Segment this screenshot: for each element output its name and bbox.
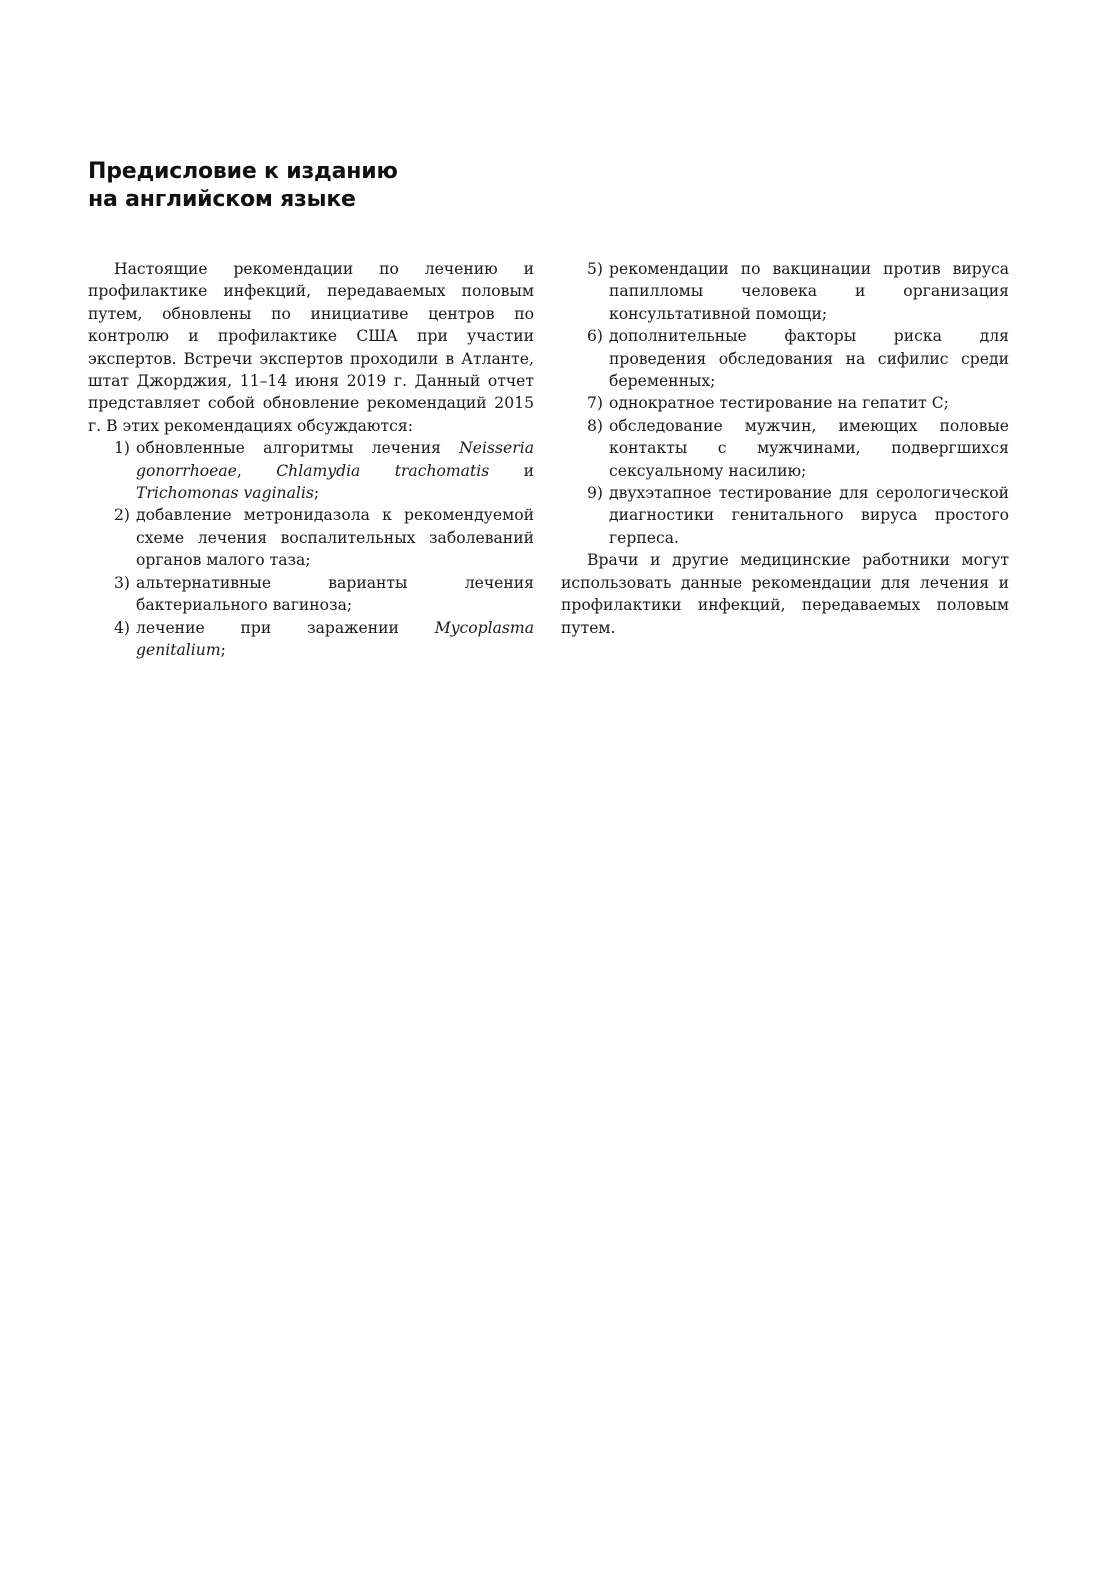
text-run: и xyxy=(489,461,535,480)
text-run: альтернативные варианты лечения бактериального вагиноза; xyxy=(136,573,534,615)
italic-term: Trichomonas vaginalis xyxy=(136,484,314,503)
recommendations-list-part-1 xyxy=(88,437,534,661)
italic-term: Chlamydia trachomatis xyxy=(276,461,490,480)
text-run: , xyxy=(236,461,277,480)
list-item-text xyxy=(609,482,1009,549)
list-item xyxy=(88,437,534,504)
list-item xyxy=(561,415,1009,482)
heading-line-1: Предисловие к изданию xyxy=(88,159,398,184)
list-item-number: 2) xyxy=(113,506,130,525)
list-item-number: 5) xyxy=(586,260,603,278)
list-item-number: 1) xyxy=(113,439,130,458)
text-run: двухэтапное тестирование для серологической диагностики генитального вируса простого герпеса. xyxy=(609,484,1009,547)
text-run: обследование мужчин, имеющих половые контакты с мужчинами, подвергшихся сексуальному насилию; xyxy=(609,416,1009,480)
heading-line-2: на английском языке xyxy=(88,187,356,212)
left-column xyxy=(88,258,534,661)
list-item-number: 6) xyxy=(586,327,603,346)
text-run: лечение при заражении xyxy=(136,618,435,637)
right-column xyxy=(561,258,1009,639)
list-item-number: 8) xyxy=(586,416,603,435)
list-item xyxy=(561,482,1009,549)
list-item-text xyxy=(609,325,1009,392)
list-item-number: 9) xyxy=(586,484,603,503)
list-item xyxy=(88,504,534,571)
text-run: рекомендации по вакцинации против вируса папилломы человека и организация консультативной помощи; xyxy=(609,260,1009,323)
list-item xyxy=(561,392,1009,414)
list-item-text xyxy=(609,392,1009,414)
list-item-text xyxy=(609,415,1009,482)
list-item-text xyxy=(136,617,534,662)
recommendations-list-part-2 xyxy=(561,258,1009,549)
closing-paragraph: Врачи и другие медицинские работники могут использовать данные рекомендации для лечения и профилактики инфекций, передаваемых половым путем. xyxy=(561,551,1009,637)
list-item-text xyxy=(136,572,534,617)
list-item xyxy=(88,617,534,662)
list-item-number: 3) xyxy=(113,573,130,592)
text-run: ; xyxy=(220,640,226,659)
italic-term: Mycoplasma genitalium xyxy=(136,618,534,659)
text-run: обновленные алгоритмы лечения xyxy=(136,439,460,458)
list-item-text xyxy=(609,258,1009,325)
list-item-text xyxy=(136,504,534,571)
section-heading xyxy=(88,158,398,214)
text-run: добавление метронидазола к рекомендуемой схеме лечения воспалительных заболеваний органов малого таза; xyxy=(136,506,534,570)
list-item-number: 7) xyxy=(586,394,603,413)
intro-paragraph: Настоящие рекомендации по лечению и профилактике инфекций, передаваемых половым путем, обновлены по инициативе центров по контролю и профилактике США при участии экспертов. Встречи экспертов проходили в Атланте, штат Джорджия, 11–14 июня 2019 г. Данный отчет представляет собой обновление рекомендаций 2015 г. В этих рекомендациях обсуждаются: xyxy=(88,260,534,435)
list-item xyxy=(561,258,1009,325)
text-run: дополнительные факторы риска для проведения обследования на сифилис среди беременных; xyxy=(609,327,1009,391)
text-run: ; xyxy=(313,484,320,503)
list-item-text xyxy=(136,437,534,504)
list-item-number: 4) xyxy=(113,618,130,637)
text-run: однократное тестирование на гепатит С; xyxy=(609,394,949,413)
list-item xyxy=(88,572,534,617)
italic-term: Neisseria gonorrhoeae xyxy=(136,439,534,480)
list-item xyxy=(561,325,1009,392)
